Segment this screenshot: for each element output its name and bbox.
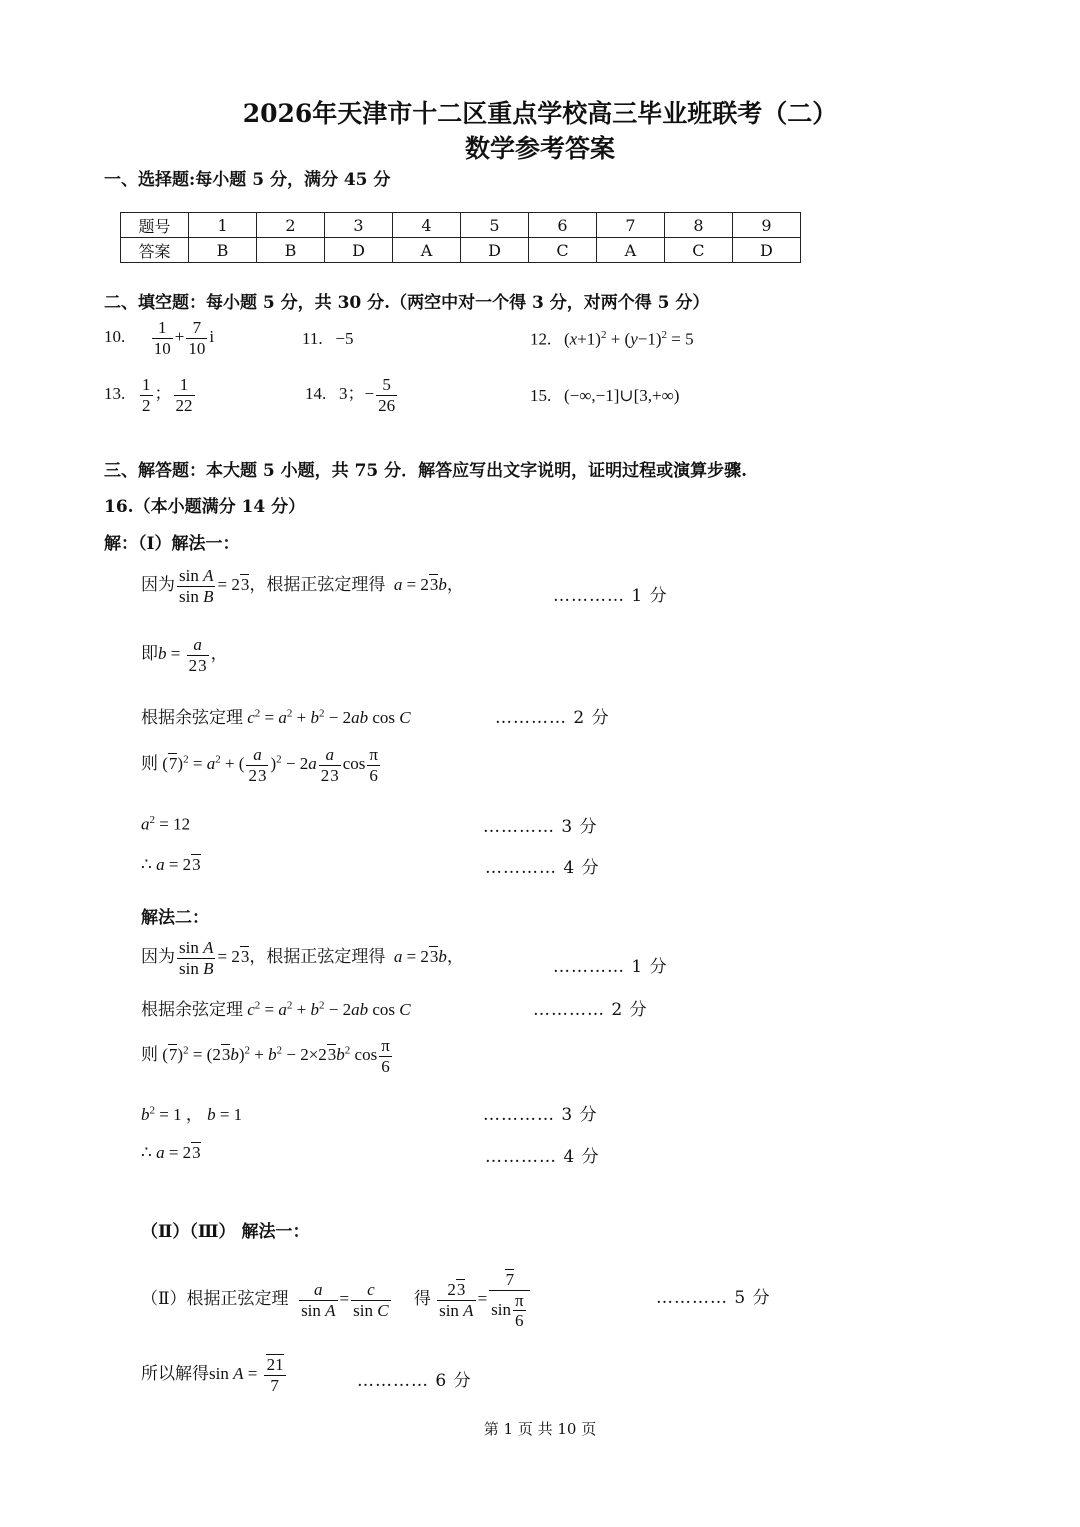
part23-heading: （Ⅱ）（Ⅲ） 解法一： [141, 1222, 310, 1242]
answer-14: 14. 3；− $\frac{5}{26}$ [305, 375, 396, 415]
step-text: 因为 [141, 946, 175, 966]
page-footer: 第 1 页 共 10 页 [483, 1420, 597, 1438]
q16-heading: 16.（本小题满分 14 分） [104, 497, 306, 517]
table-cell: B [257, 238, 325, 263]
row-label-question: 题号 [121, 213, 189, 238]
answer-value: (−∞,−1]∪[3,+∞) [564, 386, 680, 405]
step-text: 根据余弦定理 [141, 708, 243, 727]
section3-heading: 三、解答题：本大题 5 小题，共 75 分．解答应写出文字说明，证明过程或演算步骤. [104, 461, 748, 481]
table-row [121, 238, 801, 263]
table-cell: 6 [528, 213, 596, 238]
step-7: 因为 $\frac{\text{sin A}}{\text{sin B}}$ = 23，根据正弦定理得 a = 23b， [141, 938, 464, 978]
step-8: 根据余弦定理 $c^2 = a^2 + b^2 - 2ab$ cos C [141, 999, 411, 1019]
table-cell: 4 [393, 213, 461, 238]
answer-value: −5 [335, 329, 354, 348]
question-number: 13. [104, 383, 126, 403]
section2-heading: 二、填空题：每小题 5 分，共 30 分.（两空中对一个得 3 分，对两个得 5 分） [104, 293, 710, 313]
table-cell: 7 [596, 213, 664, 238]
step-5: $a^2 = 12$ [141, 814, 191, 834]
table-cell: D [732, 238, 800, 263]
step-text: （Ⅱ）根据正弦定理 [141, 1289, 289, 1309]
step-2: 即b = $\frac{a}{23}$ ， [141, 635, 228, 675]
step-12: （Ⅱ）根据正弦定理 $\frac{a}{\text{sin A}}$ = $\frac{c}{\text{sin C}}$ 得 $\frac{23}{\text{sin A}}$ = 7 sin $\frac{\pi}{6}$ [141, 1270, 532, 1331]
table-cell: 3 [325, 213, 393, 238]
table-cell: D [325, 238, 393, 263]
table-cell: 5 [460, 213, 528, 238]
step-text: 所以解得 [141, 1363, 209, 1383]
step-text: 根据余弦定理 [141, 1000, 243, 1019]
question-number: 10. [104, 326, 126, 346]
row-label-answer: 答案 [121, 238, 189, 263]
step-text: 因为 [141, 574, 175, 594]
step-4: 则 $(7)^2 = a^2$ + ( $\frac{a}{23}$ )$^2$ − 2a $\frac{a}{23}$ cos $\frac{\pi}{6}$ [141, 745, 378, 785]
score-mark: ………… 3 分 [483, 1105, 598, 1125]
score-mark: ………… 1 分 [553, 957, 668, 977]
question-number: 15. [530, 386, 552, 405]
page-subtitle: 数学参考答案 [464, 134, 615, 163]
table-row [121, 213, 801, 238]
answer-value: 3； [339, 383, 365, 403]
answer-12: 12. $(x+1)^2 + (y-1)^2 = 5$ [530, 329, 694, 349]
step-3: 根据余弦定理 $c^2 = a^2 + b^2 - 2ab$ cos C [141, 707, 411, 727]
step-text: 得 [413, 1289, 431, 1309]
score-mark: ………… 6 分 [357, 1371, 472, 1391]
step-text: 则 [141, 1044, 158, 1064]
step-6: ∴ a = 23 [141, 855, 201, 874]
table-cell: B [189, 238, 257, 263]
section1-heading: 一、选择题:每小题 5 分，满分 45 分 [104, 170, 391, 190]
table-cell: C [528, 238, 596, 263]
step-text: ，根据正弦定理得 [249, 574, 386, 594]
step-1: 因为 $\frac{\text{sin A}}{\text{sin B}}$ = 23，根据正弦定理得 a = 23b， [141, 566, 464, 606]
table-cell: A [596, 238, 664, 263]
table-cell: 8 [664, 213, 732, 238]
step-11: ∴ a = 23 [141, 1143, 201, 1162]
page-title: 2026年天津市十二区重点学校高三毕业班联考（二） [242, 99, 838, 128]
table-cell: 2 [257, 213, 325, 238]
answer-11 [302, 329, 353, 349]
answer-10: 10. $\frac{1}{10}$ + $\frac{7}{10}$ i [104, 318, 215, 358]
table-cell: A [393, 238, 461, 263]
question-number: 11. [302, 329, 323, 348]
score-mark: ………… 2 分 [533, 1000, 648, 1020]
score-mark: ………… 5 分 [656, 1288, 771, 1308]
step-text: 即 [141, 643, 158, 663]
question-number: 12. [530, 329, 552, 349]
score-mark: ………… 4 分 [485, 1147, 600, 1167]
table-cell: 9 [732, 213, 800, 238]
answer-15 [530, 386, 679, 406]
step-13: 所以解得sin A = $\frac{21}{7}$ [141, 1355, 284, 1395]
answer-table [120, 212, 801, 263]
step-9: 则 $(7)^2 = (23b)^2 + b^2 - 2\times 23b^2$ cos $\frac{\pi}{6}$ [141, 1036, 390, 1076]
step-10: $b^2 = 1$ ， b = 1 [141, 1104, 243, 1124]
table-cell: C [664, 238, 732, 263]
answer-13: 13. $\frac{1}{2}$ ； $\frac{1}{22}$ [104, 375, 193, 415]
score-mark: ………… 3 分 [483, 817, 598, 837]
step-text: 则 [141, 753, 158, 773]
step-text: ，根据正弦定理得 [249, 946, 386, 966]
method2-heading: 解法二： [141, 908, 209, 928]
score-mark: ………… 1 分 [553, 586, 668, 606]
score-mark: ………… 4 分 [485, 858, 600, 878]
question-number: 14. [305, 383, 327, 403]
table-cell: D [460, 238, 528, 263]
solution-intro: 解：（Ⅰ）解法一： [104, 534, 240, 554]
table-cell: 1 [189, 213, 257, 238]
score-mark: ………… 2 分 [495, 708, 610, 728]
